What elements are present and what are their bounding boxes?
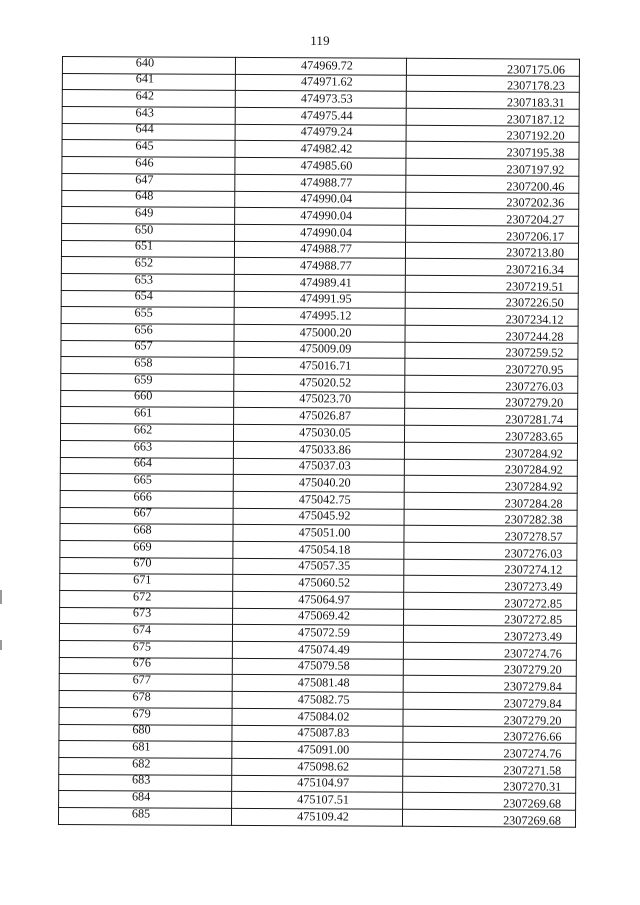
y-coordinate-value: 2307204.27 [506, 212, 565, 227]
x-coordinate-value: 475074.49 [297, 642, 350, 657]
y-coordinate-value: 2307274.12 [504, 562, 563, 577]
point-number-value: 646 [135, 155, 154, 170]
y-coordinate-value: 2307197.92 [506, 162, 565, 177]
x-coordinate-value: 475042.75 [298, 491, 351, 507]
point-number-value: 675 [132, 639, 152, 654]
table-row [58, 807, 575, 826]
point-number-value: 652 [134, 255, 154, 270]
y-coordinate-cell [403, 709, 576, 727]
x-coordinate-cell [234, 241, 405, 259]
y-coordinate-cell [403, 642, 576, 660]
y-coordinate-value: 2307216.34 [505, 262, 564, 277]
x-coordinate-cell [233, 441, 404, 459]
y-coordinate-cell [406, 58, 579, 76]
x-coordinate-value: 474990.04 [300, 208, 353, 223]
point-number-cell [58, 807, 231, 825]
y-coordinate-cell [405, 342, 578, 360]
y-coordinate-cell [406, 92, 579, 110]
y-coordinate-cell [403, 726, 576, 744]
point-number-value: 647 [135, 171, 154, 187]
y-coordinate-value: 2307206.17 [506, 228, 565, 244]
x-coordinate-cell [234, 324, 405, 342]
y-coordinate-cell [405, 242, 578, 260]
y-coordinate-value: 2307244.28 [505, 329, 564, 344]
coordinates-table-wrapper [58, 56, 582, 827]
y-coordinate-value: 2307273.49 [504, 579, 563, 594]
y-coordinate-cell [406, 158, 579, 176]
x-coordinate-value: 475045.92 [298, 508, 351, 523]
y-coordinate-cell [406, 175, 579, 193]
x-coordinate-cell [234, 341, 405, 359]
point-number-value: 651 [134, 238, 154, 253]
y-coordinate-cell [403, 676, 576, 694]
x-coordinate-cell [235, 141, 406, 159]
x-coordinate-cell [233, 575, 404, 593]
point-number-value: 644 [135, 121, 154, 136]
y-coordinate-value: 2307284.28 [504, 495, 563, 511]
x-coordinate-cell [233, 591, 404, 609]
point-number-value: 685 [131, 806, 151, 821]
y-coordinate-value: 2307213.80 [506, 245, 565, 260]
x-coordinate-value: 474989.41 [299, 274, 352, 290]
y-coordinate-value: 2307282.38 [504, 512, 563, 527]
x-coordinate-cell [234, 291, 405, 309]
coordinates-table [58, 56, 580, 827]
y-coordinate-value: 2307271.58 [503, 762, 562, 778]
scan-edge-mark [0, 640, 2, 650]
x-coordinate-value: 474969.72 [301, 57, 353, 73]
point-number-value: 662 [133, 422, 153, 437]
y-coordinate-value: 2307234.12 [505, 312, 564, 327]
x-coordinate-cell [235, 124, 406, 142]
point-number-value: 641 [135, 71, 155, 86]
y-coordinate-value: 2307283.65 [505, 429, 564, 444]
y-coordinate-cell [403, 742, 576, 760]
x-coordinate-value: 475064.97 [298, 591, 351, 607]
x-coordinate-cell [232, 775, 403, 793]
y-coordinate-cell [405, 275, 578, 293]
x-coordinate-value: 475057.35 [298, 558, 351, 573]
scan-edge-mark [0, 590, 2, 604]
y-coordinate-cell [404, 542, 577, 560]
x-coordinate-value: 474988.77 [300, 174, 353, 190]
x-coordinate-value: 475051.00 [298, 525, 351, 540]
y-coordinate-value: 2307269.68 [503, 812, 562, 828]
x-coordinate-cell [233, 458, 404, 476]
x-coordinate-cell [233, 541, 404, 559]
y-coordinate-cell [406, 142, 579, 160]
y-coordinate-cell [405, 359, 578, 377]
point-number-value: 659 [134, 372, 153, 387]
x-coordinate-value: 474991.95 [299, 291, 352, 306]
y-coordinate-value: 2307272.85 [504, 612, 563, 628]
x-coordinate-cell [235, 74, 406, 92]
y-coordinate-value: 2307276.66 [503, 729, 562, 744]
x-coordinate-value: 475030.05 [299, 425, 351, 440]
point-number-value: 668 [133, 522, 152, 537]
x-coordinate-value: 475069.42 [298, 608, 350, 623]
point-number-value: 666 [133, 488, 152, 504]
page-number: 119 [310, 33, 330, 48]
x-coordinate-cell [233, 508, 404, 526]
y-coordinate-cell [403, 692, 576, 710]
point-number-value: 669 [133, 539, 152, 554]
x-coordinate-value: 475023.70 [299, 391, 352, 407]
x-coordinate-cell [234, 274, 405, 292]
coordinates-table-body [58, 57, 579, 827]
y-coordinate-cell [405, 392, 578, 410]
y-coordinate-value: 2307270.95 [505, 362, 564, 377]
y-coordinate-cell [404, 526, 577, 544]
x-coordinate-cell [233, 558, 404, 576]
y-coordinate-cell [403, 626, 576, 644]
x-coordinate-value: 475087.83 [297, 725, 350, 740]
y-coordinate-value: 2307270.31 [503, 779, 562, 794]
point-number-value: 682 [132, 755, 151, 771]
x-coordinate-cell [232, 625, 403, 643]
x-coordinate-value: 474990.04 [300, 224, 353, 240]
x-coordinate-value: 474985.60 [300, 158, 353, 173]
y-coordinate-value: 2307276.03 [504, 545, 563, 561]
point-number-value: 681 [132, 739, 151, 754]
y-coordinate-value: 2307192.20 [506, 128, 565, 144]
x-coordinate-cell [233, 425, 404, 443]
y-coordinate-value: 2307259.52 [505, 345, 564, 361]
x-coordinate-value: 474973.53 [300, 91, 353, 106]
x-coordinate-value: 474990.04 [300, 191, 353, 206]
x-coordinate-value: 475104.97 [297, 775, 350, 790]
point-number-value: 660 [134, 388, 153, 403]
x-coordinate-value: 474979.24 [300, 124, 353, 140]
point-number-value: 673 [132, 605, 152, 620]
x-coordinate-value: 475037.03 [298, 458, 351, 473]
y-coordinate-cell [404, 492, 577, 510]
point-number-value: 648 [135, 188, 154, 203]
x-coordinate-value: 474975.44 [300, 108, 353, 123]
point-number-value: 655 [134, 305, 153, 320]
x-coordinate-cell [235, 224, 406, 242]
x-coordinate-cell [234, 374, 405, 392]
x-coordinate-cell [232, 742, 403, 760]
y-coordinate-value: 2307226.50 [505, 295, 564, 310]
point-number-value: 677 [132, 672, 151, 687]
y-coordinate-cell [406, 108, 579, 126]
y-coordinate-value: 2307274.76 [503, 746, 562, 761]
x-coordinate-cell [233, 525, 404, 543]
x-coordinate-cell [232, 692, 403, 710]
point-number-value: 665 [133, 472, 152, 487]
x-coordinate-cell [232, 758, 403, 776]
point-number-value: 680 [132, 722, 151, 737]
x-coordinate-cell [233, 608, 404, 626]
point-number-value: 654 [134, 288, 153, 303]
x-coordinate-value: 475054.18 [298, 541, 351, 557]
y-coordinate-value: 2307175.06 [507, 62, 565, 77]
point-number-value: 671 [133, 572, 152, 587]
x-coordinate-cell [234, 258, 405, 276]
y-coordinate-value: 2307274.76 [503, 646, 562, 661]
x-coordinate-value: 475020.52 [299, 375, 352, 390]
x-coordinate-cell [235, 174, 406, 192]
y-coordinate-cell [405, 292, 578, 310]
x-coordinate-value: 474995.12 [299, 308, 352, 323]
x-coordinate-value: 475109.42 [297, 808, 349, 824]
y-coordinate-value: 2307269.68 [503, 796, 562, 811]
x-coordinate-value: 475091.00 [297, 742, 350, 757]
point-number-value: 676 [132, 655, 152, 670]
y-coordinate-cell [404, 425, 577, 443]
point-number-value: 674 [132, 622, 152, 637]
point-number-value: 640 [135, 55, 155, 70]
x-coordinate-cell [234, 408, 405, 426]
x-coordinate-value: 475084.02 [297, 708, 350, 724]
y-coordinate-cell [405, 309, 578, 327]
x-coordinate-value: 474988.77 [299, 258, 352, 273]
y-coordinate-value: 2307195.38 [506, 145, 565, 160]
y-coordinate-value: 2307279.84 [503, 696, 562, 711]
point-number-value: 643 [135, 105, 154, 120]
x-coordinate-value: 474971.62 [300, 74, 353, 89]
point-number-value: 649 [135, 205, 154, 220]
point-number-value: 658 [134, 355, 153, 370]
x-coordinate-cell [235, 158, 406, 176]
x-coordinate-cell [232, 792, 403, 810]
y-coordinate-value: 2307284.92 [504, 479, 563, 494]
y-coordinate-cell [405, 375, 578, 393]
y-coordinate-cell [406, 208, 579, 226]
x-coordinate-value: 475016.71 [299, 358, 352, 373]
x-coordinate-value: 474982.42 [300, 141, 353, 156]
y-coordinate-cell [405, 259, 578, 277]
x-coordinate-cell [235, 191, 406, 209]
y-coordinate-value: 2307279.20 [505, 395, 564, 411]
x-coordinate-value: 475098.62 [297, 758, 350, 774]
x-coordinate-value: 475009.09 [299, 341, 352, 356]
x-coordinate-value: 475060.52 [298, 575, 351, 590]
point-number-value: 661 [133, 405, 153, 420]
y-coordinate-value: 2307273.49 [504, 629, 563, 644]
y-coordinate-value: 2307279.20 [503, 662, 562, 678]
x-coordinate-cell [232, 658, 403, 676]
x-coordinate-value: 475000.20 [299, 324, 352, 340]
x-coordinate-cell [232, 675, 403, 693]
y-coordinate-value: 2307278.57 [504, 529, 563, 544]
point-number-value: 667 [133, 505, 152, 520]
point-number-value: 650 [134, 221, 154, 237]
x-coordinate-value: 475079.58 [297, 658, 350, 673]
x-coordinate-value: 475081.48 [297, 675, 350, 690]
x-coordinate-cell [232, 708, 403, 726]
x-coordinate-cell [235, 208, 406, 226]
y-coordinate-value: 2307202.36 [506, 195, 565, 210]
x-coordinate-value: 475107.51 [297, 792, 350, 807]
y-coordinate-value: 2307219.51 [505, 278, 564, 294]
y-coordinate-cell [405, 409, 578, 427]
x-coordinate-value: 474988.77 [300, 241, 352, 256]
y-coordinate-value: 2307276.03 [505, 379, 564, 394]
y-coordinate-cell [404, 459, 577, 477]
y-coordinate-cell [405, 325, 578, 343]
x-coordinate-value: 475026.87 [299, 408, 352, 423]
y-coordinate-value: 2307272.85 [504, 596, 563, 611]
y-coordinate-value: 2307284.92 [505, 445, 563, 461]
x-coordinate-value: 475072.59 [298, 625, 350, 640]
x-coordinate-cell [235, 107, 406, 125]
point-number-value: 679 [132, 705, 151, 721]
y-coordinate-cell [403, 776, 576, 794]
point-number-value: 664 [133, 455, 153, 470]
point-number-value: 642 [135, 88, 154, 103]
y-coordinate-cell [404, 576, 577, 594]
y-coordinate-cell [404, 509, 577, 527]
x-coordinate-cell [234, 391, 405, 409]
y-coordinate-value: 2307187.12 [506, 112, 565, 127]
x-coordinate-cell [234, 358, 405, 376]
y-coordinate-cell [402, 809, 575, 827]
point-number-value: 683 [132, 772, 151, 787]
x-coordinate-value: 475040.20 [298, 475, 351, 490]
y-coordinate-cell [403, 759, 576, 777]
y-coordinate-cell [404, 442, 577, 460]
y-coordinate-cell [406, 192, 579, 210]
y-coordinate-cell [403, 793, 576, 811]
x-coordinate-cell [233, 475, 404, 493]
x-coordinate-cell [233, 491, 404, 509]
y-coordinate-cell [406, 75, 579, 93]
point-number-value: 663 [133, 438, 153, 454]
point-number-value: 670 [133, 555, 152, 570]
y-coordinate-value: 2307178.23 [506, 78, 565, 94]
y-coordinate-value: 2307284.92 [504, 462, 563, 477]
x-coordinate-cell [234, 308, 405, 326]
y-coordinate-cell [403, 659, 576, 677]
point-number-value: 678 [132, 689, 151, 704]
point-number-value: 672 [132, 589, 152, 604]
x-coordinate-cell [231, 808, 402, 826]
x-coordinate-cell [232, 725, 403, 743]
y-coordinate-value: 2307200.46 [506, 178, 565, 194]
y-coordinate-cell [406, 125, 579, 143]
x-coordinate-cell [235, 91, 406, 109]
point-number-value: 656 [134, 322, 153, 337]
y-coordinate-value: 2307279.20 [503, 712, 562, 728]
y-coordinate-cell [404, 592, 577, 610]
point-number-value: 653 [134, 272, 154, 287]
y-coordinate-cell [404, 609, 577, 627]
y-coordinate-cell [404, 559, 577, 577]
point-number-value: 684 [131, 789, 151, 804]
point-number-value: 657 [134, 338, 153, 353]
x-coordinate-value: 475033.86 [299, 441, 351, 457]
x-coordinate-value: 475082.75 [297, 692, 350, 707]
y-coordinate-value: 2307281.74 [505, 412, 564, 427]
y-coordinate-value: 2307183.31 [506, 95, 565, 110]
x-coordinate-cell [235, 57, 406, 75]
y-coordinate-value: 2307279.84 [503, 679, 562, 694]
point-number-value: 645 [135, 138, 154, 153]
x-coordinate-cell [232, 641, 403, 659]
y-coordinate-cell [406, 225, 579, 243]
y-coordinate-cell [404, 475, 577, 493]
